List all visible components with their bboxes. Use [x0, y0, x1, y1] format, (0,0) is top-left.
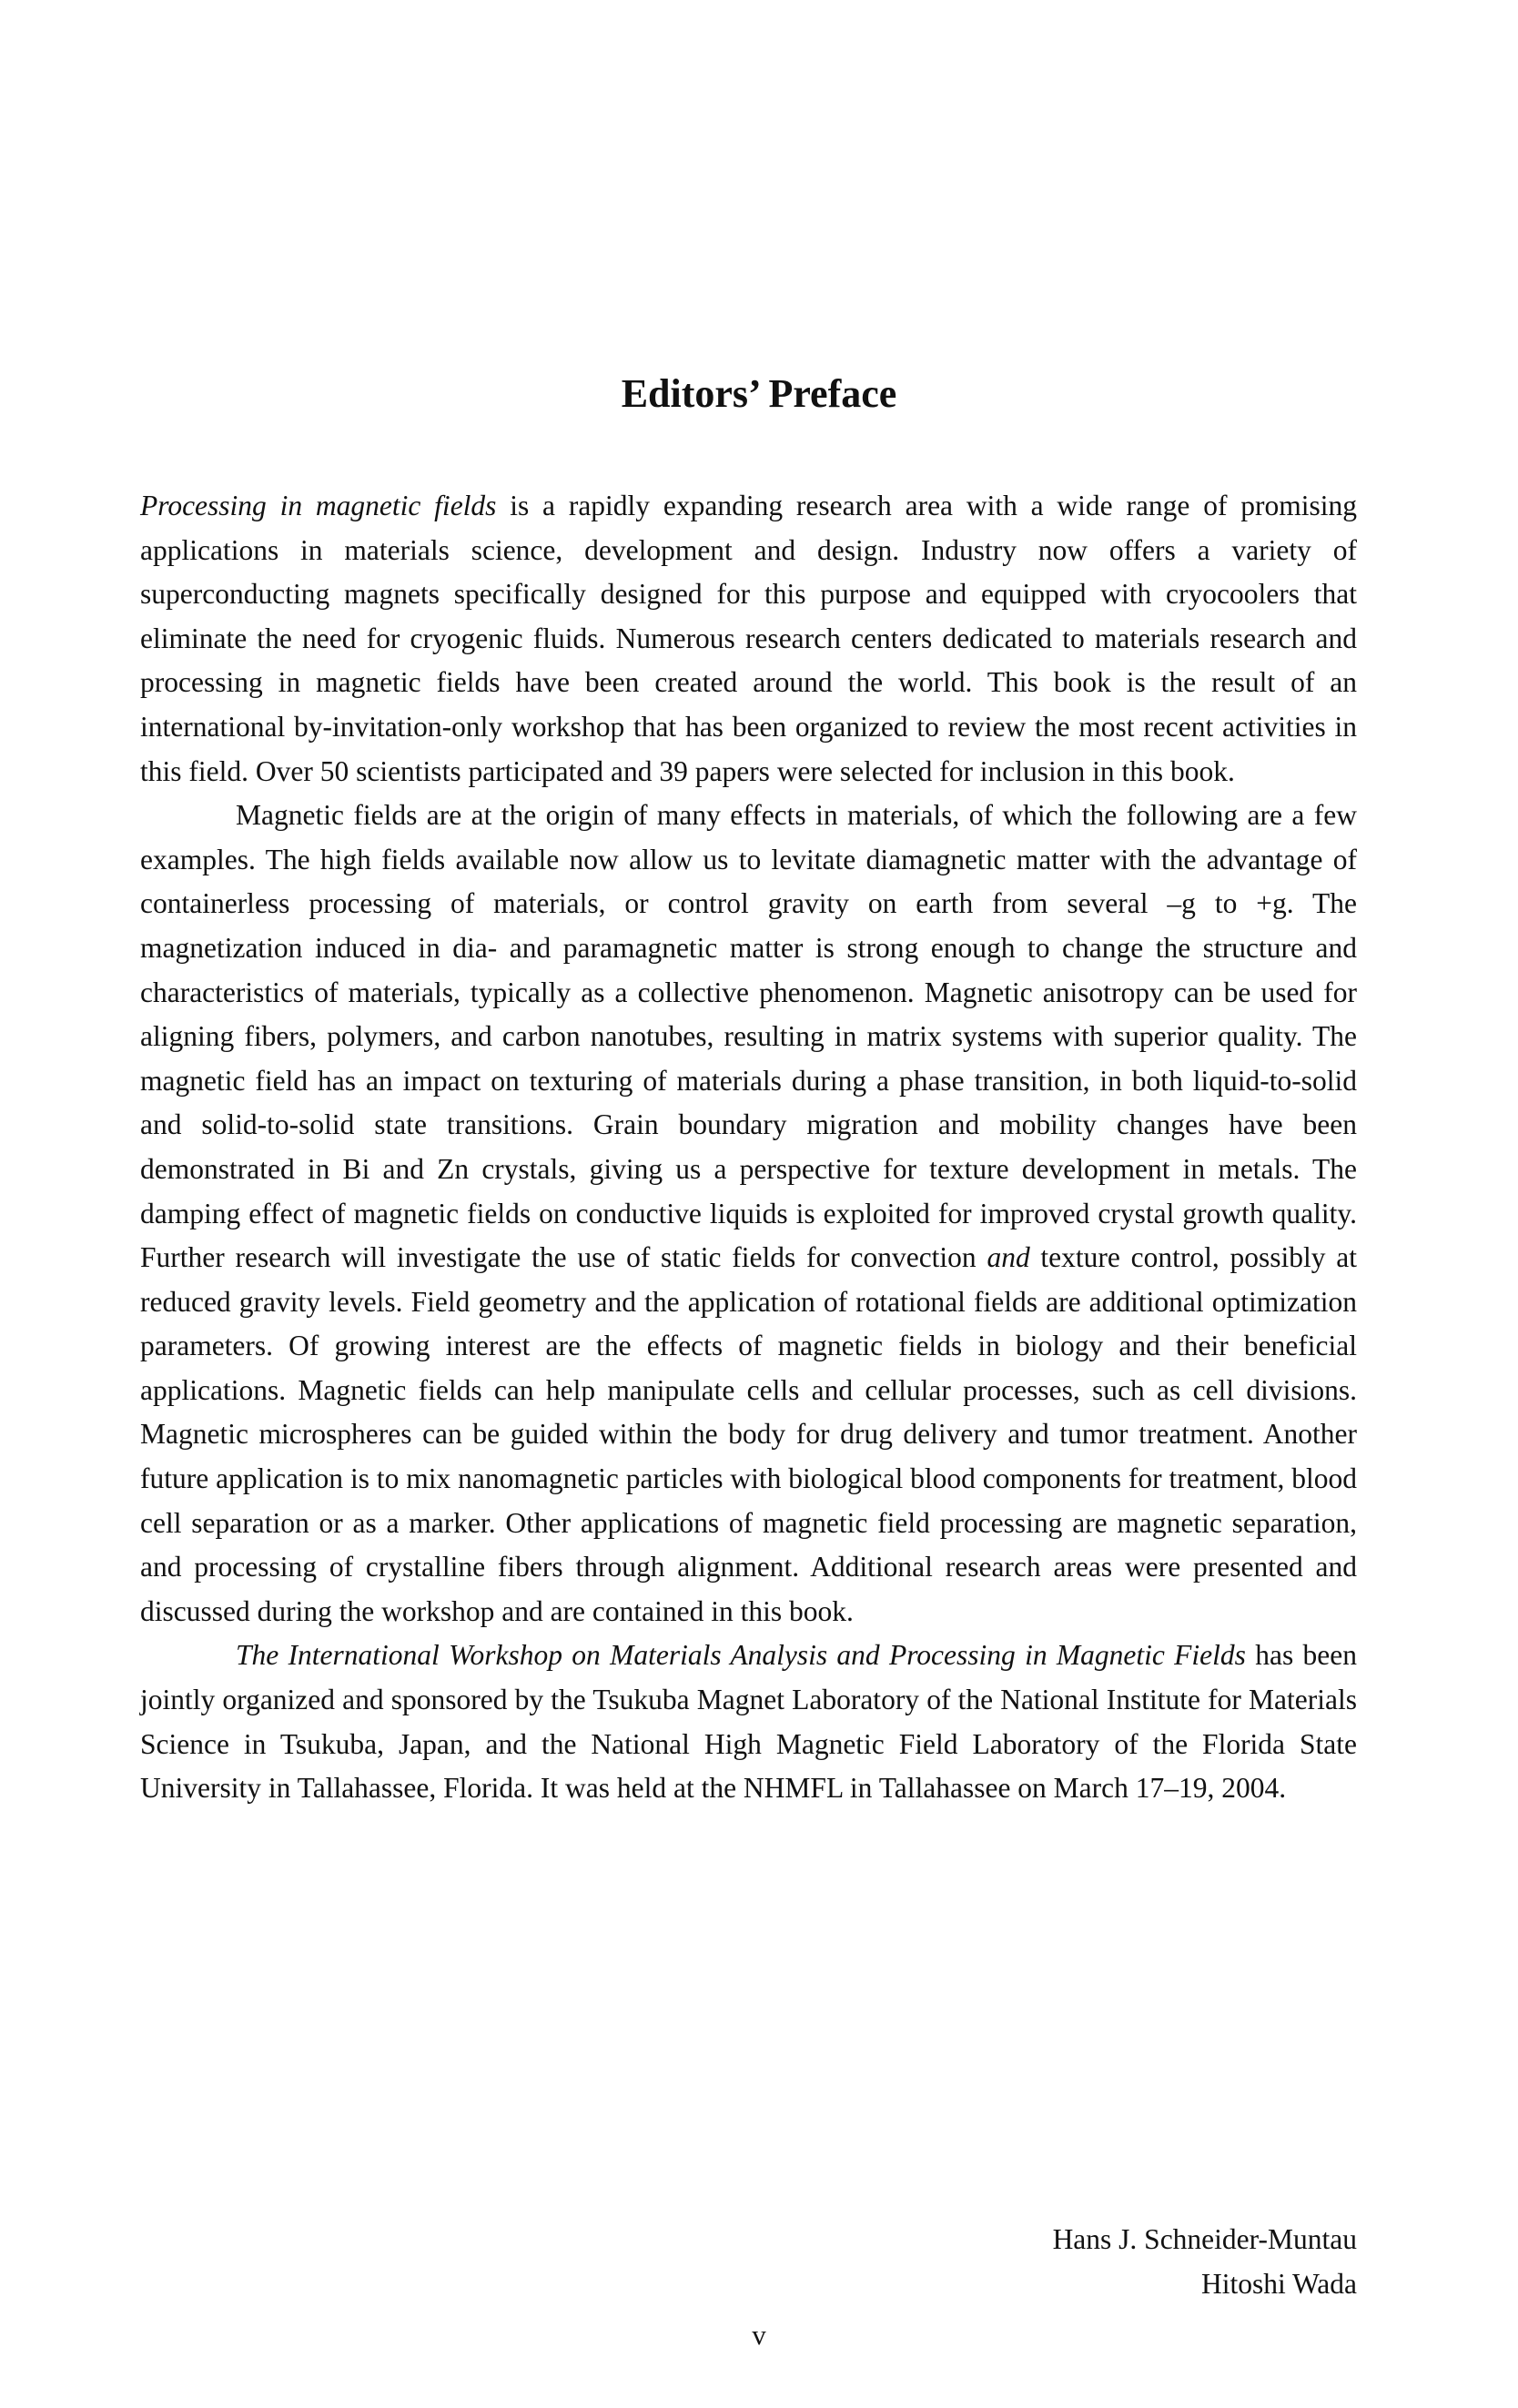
editor-name: Hans J. Schneider-Muntau — [1052, 2223, 1357, 2255]
paragraph-effects — [140, 794, 1357, 1634]
preface-body — [140, 484, 1357, 1811]
paragraph-workshop-lead-italic: The International Workshop on Materials Analysis and Processing in Magnetic Fields — [236, 1639, 1246, 1672]
paragraph-effects-italic: and — [987, 1241, 1030, 1274]
page-title: Editors’ Preface — [621, 371, 897, 417]
paragraph-workshop-text: has been jointly organized and sponsored by the Tsukuba Magnet Laboratory of the National Institute for Materials Science in Tsukuba, Japan, and the National High Magnetic Field Laboratory of the Florida State University in Tallahassee, Florida. It was held at the NHMFL in Tallahassee on March 17–19, 2004. — [140, 1639, 1357, 1805]
editor-name: Hitoshi Wada — [1201, 2267, 1357, 2300]
paragraph-workshop — [140, 1634, 1357, 1810]
paragraph-intro-lead-italic: Processing in magnetic fields — [140, 490, 497, 521]
paragraph-intro-text: is a rapidly expanding research area with a wide range of promising applications in materials science, development and design. Industry now offers a variety of superconducting magnets specifically designed for this purpose and equipped with cryocoolers that eliminate the need for cryogenic fluids. Numerous research centers dedicated to materials research and processing in magnetic fields have been created around the world. This book is the result of an international by-invitation-only workshop that has been organized to review the most recent activities in this field. Over 50 scientists participated and 39 papers were selected for inclusion in this book. — [140, 490, 1357, 787]
paragraph-intro — [140, 484, 1357, 794]
paragraph-effects-text-before: Magnetic fields are at the origin of many effects in materials, of which the following are a few examples. The high fields available now allow us to levitate diamagnetic matter with the advantage of containerless processing of materials, or control gravity on earth from several –g to +g. The magnetization induced in dia- and paramagnetic matter is strong enough to change the structure and characteristics of materials, typically as a collective phenomenon. Magnetic anisotropy can be used for aligning fibers, polymers, and carbon nanotubes, resulting in matrix systems with superior quality. The magnetic field has an impact on texturing of materials during a phase transition, in both liquid-to-solid and solid-to-solid state transitions. Grain boundary migration and mobility changes have been demonstrated in Bi and Zn crystals, giving us a perspective for texture development in metals. The damping effect of magnetic fields on conductive liquids is exploited for improved crystal growth quality. Further research will investigate the use of static fields for convection — [140, 799, 1357, 1274]
editor-signatures — [1053, 2218, 1357, 2306]
paragraph-effects-text-after: texture control, possibly at reduced gravity levels. Field geometry and the application of rotational fields are additional optimization parameters. Of growing interest are the effects of magnetic fields in biology and their beneficial applications. Magnetic fields can help manipulate cells and cellular processes, such as cell divisions. Magnetic microspheres can be guided within the body for drug delivery and tumor treatment. Another future application is to mix nanomagnetic particles with biological blood components for treatment, blood cell separation or as a marker. Other applications of magnetic field processing are magnetic separation, and processing of crystalline fibers through alignment. Additional research areas were presented and discussed during the workshop and are contained in this book. — [140, 1241, 1357, 1627]
page-number: v — [752, 2319, 766, 2351]
